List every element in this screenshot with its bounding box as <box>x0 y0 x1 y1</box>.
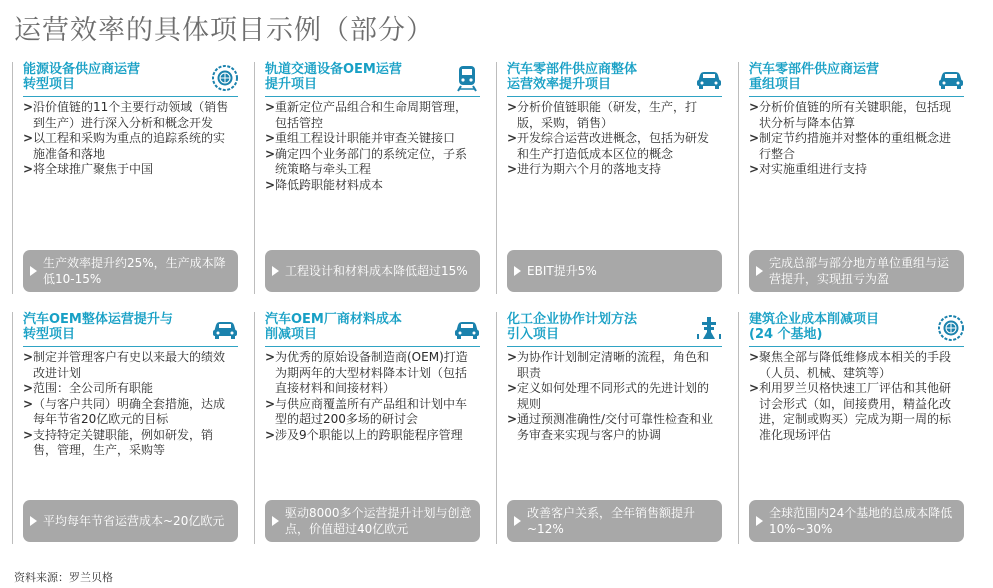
result-text: 改善客户关系，全年销售额提升~12% <box>527 506 696 536</box>
project-card-chemical-planning <box>496 312 724 544</box>
bullet-item: > 对实施重组进行支持 <box>749 162 961 178</box>
bullet-item: > 开发综合运营改进概念，包括为研发和生产打造低成本区位的概念 <box>507 131 719 162</box>
project-card-oem-transformation <box>12 312 240 544</box>
card-title: 轨道交通设备OEM运营 提升项目 <box>265 62 402 92</box>
bullet-item: > 支持特定关键职能，例如研发，销售，管理，生产，采购等 <box>23 428 235 459</box>
result-box <box>23 500 238 542</box>
bullet-item: > 将全球推广聚焦于中国 <box>23 162 235 178</box>
bullet-item: > 重组工程设计职能并审查关键接口 <box>265 131 477 147</box>
result-box <box>265 500 480 542</box>
card-header <box>265 62 480 97</box>
card-title: 汽车零部件供应商运营 重组项目 <box>749 62 880 92</box>
car-icon <box>210 314 240 342</box>
bullet-item: > 进行为期六个月的落地支持 <box>507 162 719 178</box>
result-text: 驱动8000多个运营提升计划与创意点，价值超过40亿欧元 <box>285 506 472 536</box>
card-header <box>749 312 964 347</box>
bullet-list <box>749 100 961 178</box>
bullet-item: > 利用罗兰贝格快速工厂评估和其他研讨会形式（如，间接费用，精益化改进，定制或购买）完成为期一周的标准化现场评估 <box>749 381 961 443</box>
bullet-list <box>265 100 477 193</box>
card-header <box>23 62 238 97</box>
bullet-item: > 以工程和采购为重点的追踪系统的实施准备和落地 <box>23 131 235 162</box>
card-header <box>749 62 964 97</box>
bullet-item: > 通过预测准确性/交付可靠性检查和业务审查来实现与客户的协调 <box>507 412 719 443</box>
bullet-list <box>23 100 235 178</box>
source-note: 资料来源：罗兰贝格 <box>14 571 113 584</box>
card-title: 化工企业协作计划方法 引入项目 <box>507 312 638 342</box>
bullet-item: > 确定四个业务部门的系统定位，子系统策略与牵头工程 <box>265 147 477 178</box>
result-text: 工程设计和材料成本降低超过15% <box>285 264 468 278</box>
bullet-list <box>749 350 961 443</box>
bullet-item: > 为优秀的原始设备制造商(OEM)打造为期两年的大型材料降本计划（包括直接材料和间接材料） <box>265 350 477 397</box>
result-box <box>23 250 238 292</box>
result-box <box>507 500 722 542</box>
bullet-item: > 分析价值链的所有关键职能，包括现状分析与降本估算 <box>749 100 961 131</box>
result-box <box>749 250 964 292</box>
bullet-list <box>507 350 719 443</box>
result-box <box>749 500 964 542</box>
bullet-item: > 涉及9个职能以上的跨职能程序管理 <box>265 428 477 444</box>
bullet-list <box>23 350 235 459</box>
bullet-item: > 范围：全公司所有职能 <box>23 381 235 397</box>
card-header <box>507 312 722 347</box>
project-card-auto-parts-restructure <box>738 62 966 294</box>
bullet-item: > 定义如何处理不同形式的先进计划的规则 <box>507 381 719 412</box>
car-icon <box>452 314 482 342</box>
bullet-item: > 降低跨职能材料成本 <box>265 178 477 194</box>
project-card-energy <box>12 62 240 294</box>
card-header <box>23 312 238 347</box>
card-header <box>265 312 480 347</box>
bullet-item: > 沿价值链的11个主要行动领域（销售到生产）进行深入分析和概念开发 <box>23 100 235 131</box>
project-card-construction-cost <box>738 312 966 544</box>
card-title: 汽车OEM整体运营提升与 转型项目 <box>23 312 173 342</box>
result-text: 平均每年节省运营成本~20亿欧元 <box>43 514 225 528</box>
bullet-item: > 与供应商覆盖所有产品组和计划中车型的超过200多场的研讨会 <box>265 397 477 428</box>
project-card-oem-material-cost <box>254 312 482 544</box>
page-title: 运营效率的具体项目示例（部分） <box>14 15 434 46</box>
card-title: 能源设备供应商运营 转型项目 <box>23 62 141 92</box>
gear-globe-icon <box>936 314 966 342</box>
card-header <box>507 62 722 97</box>
bullet-item: > 制定并管理客户有史以来最大的绩效改进计划 <box>23 350 235 381</box>
result-text: EBIT提升5% <box>527 264 597 278</box>
bullet-item: > 制定节约措施并对整体的重组概念进行整合 <box>749 131 961 162</box>
result-text: 生产效率提升约25%，生产成本降低10-15% <box>43 256 226 286</box>
result-box <box>507 250 722 292</box>
gear-globe-icon <box>210 64 240 92</box>
card-title: 汽车OEM厂商材料成本 削减项目 <box>265 312 402 342</box>
card-title: 汽车零部件供应商整体 运营效率提升项目 <box>507 62 638 92</box>
project-card-rail <box>254 62 482 294</box>
car-icon <box>936 64 966 92</box>
oil-rig-icon <box>694 314 724 342</box>
result-box <box>265 250 480 292</box>
result-text: 完成总部与部分地方单位重组与运营提升，实现扭亏为盈 <box>769 256 950 286</box>
bullet-item: > 重新定位产品组合和生命周期管理，包括管控 <box>265 100 477 131</box>
bullet-item: > （与客户共同）明确全套措施，达成每年节省20亿欧元的目标 <box>23 397 235 428</box>
bullet-list <box>265 350 477 443</box>
project-card-auto-parts-efficiency <box>496 62 724 294</box>
result-text: 全球范围内24个基地的总成本降低10%~30% <box>769 506 953 536</box>
bullet-list <box>507 100 719 178</box>
bullet-item: > 为协作计划制定清晰的流程，角色和职责 <box>507 350 719 381</box>
bullet-item: > 分析价值链职能（研发，生产，打版，采购，销售） <box>507 100 719 131</box>
card-title: 建筑企业成本削减项目 (24 个基地) <box>749 312 880 342</box>
train-icon <box>452 64 482 92</box>
bullet-item: > 聚焦全部与降低维修成本相关的手段（人员、机械、建筑等） <box>749 350 961 381</box>
car-icon <box>694 64 724 92</box>
